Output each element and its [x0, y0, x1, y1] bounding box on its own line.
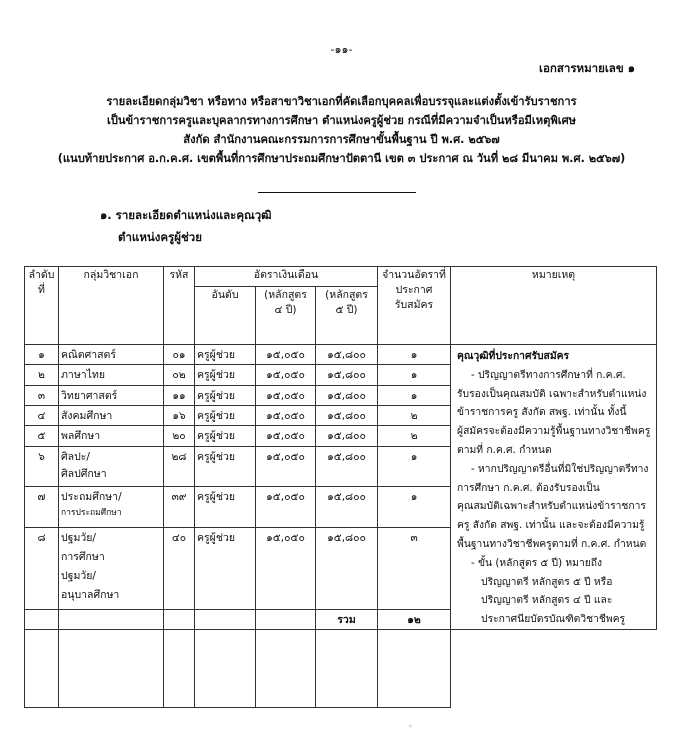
row-rank: ครูผู้ช่วย — [195, 446, 256, 487]
row-salary-5: ๑๕,๘๐๐ — [316, 426, 378, 446]
heading-line-3: สังกัด สำนักงานคณะกรรมการการศึกษาขั้นพื้นฐาน ปี พ.ศ. ๒๕๖๗ — [183, 133, 500, 146]
scan-mark: ◦ — [408, 722, 413, 731]
row-rank: ครูผู้ช่วย — [195, 528, 256, 609]
row-salary-4: ๑๕,๐๕๐ — [256, 487, 316, 528]
page-number: -๑๑- — [330, 43, 353, 56]
row-salary-5: ๑๕,๘๐๐ — [316, 365, 378, 385]
remark-line: คุณสมบัติเฉพาะสำหรับตำแหน่งข้าราชการ — [457, 500, 646, 513]
header-rank: อันดับ — [195, 287, 256, 345]
row-no: ๖ — [25, 446, 59, 487]
remark-line: - ปริญญาตรีทางการศึกษาที่ ก.ค.ศ. — [471, 368, 626, 381]
row-code: ๓๙ — [164, 487, 195, 528]
row-count: ๒ — [378, 406, 451, 426]
header-count: จำนวนอัตราที่ ประกาศ รับสมัคร — [378, 267, 451, 345]
row-rank: ครูผู้ช่วย — [195, 487, 256, 528]
row-code: ๐๒ — [164, 365, 195, 385]
row-group: คณิตศาสตร์ — [59, 345, 164, 365]
table-row-empty — [25, 629, 657, 707]
row-code: ๒๐ — [164, 426, 195, 446]
remark-line: พื้นฐานทางวิชาชีพครูตามที่ ก.ค.ศ. กำหนด — [457, 537, 647, 550]
row-salary-4: ๑๕,๐๕๐ — [256, 406, 316, 426]
header-group: กลุ่มวิชาเอก — [59, 267, 164, 345]
remark-line: ผู้สมัครจะต้องมีความรู้พื้นฐานทางวิชาชีพครู — [457, 425, 651, 438]
row-group: วิทยาศาสตร์ — [59, 385, 164, 405]
row-group: ภาษาไทย — [59, 365, 164, 385]
row-no: ๑ — [25, 345, 59, 365]
header-course-4: (หลักสูตร ๔ ปี) — [256, 287, 316, 345]
row-no: ๔ — [25, 406, 59, 426]
row-rank: ครูผู้ช่วย — [195, 406, 256, 426]
remark-line: - ขั้น (หลักสูตร ๕ ปี) หมายถึง — [471, 556, 603, 569]
row-group: ประถมศึกษา/ การประถมศึกษา — [59, 487, 164, 528]
row-count: ๑ — [378, 345, 451, 365]
remark-line: ครู สังกัด สพฐ. เท่านั้น และจะต้องมีความรู้ — [457, 519, 645, 532]
remark-line: ตามที่ ก.ค.ศ. กำหนด — [457, 443, 552, 456]
row-no: ๓ — [25, 385, 59, 405]
header-no: ลำดับ ที่ — [25, 267, 59, 345]
position-table — [24, 266, 657, 708]
row-salary-5: ๑๕,๘๐๐ — [316, 345, 378, 365]
row-code: ๑๖ — [164, 406, 195, 426]
heading-divider — [258, 192, 416, 193]
row-salary-5: ๑๕,๘๐๐ — [316, 528, 378, 609]
header-salary: อัตราเงินเดือน — [195, 267, 378, 287]
total-value: ๑๒ — [378, 609, 451, 629]
row-rank: ครูผู้ช่วย — [195, 426, 256, 446]
row-no: ๒ — [25, 365, 59, 385]
row-salary-4: ๑๕,๐๕๐ — [256, 365, 316, 385]
row-salary-4: ๑๕,๐๕๐ — [256, 446, 316, 487]
row-rank: ครูผู้ช่วย — [195, 345, 256, 365]
row-code: ๒๘ — [164, 446, 195, 487]
row-code: ๑๑ — [164, 385, 195, 405]
row-no: ๘ — [25, 528, 59, 609]
row-salary-4: ๑๕,๐๕๐ — [256, 385, 316, 405]
row-count: ๑ — [378, 446, 451, 487]
heading-line-1: รายละเอียดกลุ่มวิชา หรือทาง หรือสาขาวิชาเอกที่คัดเลือกบุคคลเพื่อบรรจุและแต่งตั้งเข้ารับราชการ — [106, 95, 577, 108]
row-group: พลศึกษา — [59, 426, 164, 446]
row-rank: ครูผู้ช่วย — [195, 385, 256, 405]
remark-line: การศึกษา ก.ค.ศ. ต้องรับรองเป็น — [457, 481, 600, 494]
row-salary-5: ๑๕,๘๐๐ — [316, 446, 378, 487]
row-code: ๔๐ — [164, 528, 195, 609]
row-group: ปฐมวัย/ การศึกษา ปฐมวัย/ อนุบาลศึกษา — [59, 528, 164, 609]
row-salary-5: ๑๕,๘๐๐ — [316, 487, 378, 528]
remark-line: ประกาศนียบัตรบัณฑิตวิชาชีพครู — [481, 613, 626, 626]
row-rank: ครูผู้ช่วย — [195, 365, 256, 385]
header-code: รหัส — [164, 267, 195, 345]
section-title: ๑. รายละเอียดตำแหน่งและคุณวุฒิ — [100, 208, 272, 222]
row-count: ๑ — [378, 487, 451, 528]
document-heading — [20, 92, 663, 168]
row-group: สังคมศึกษา — [59, 406, 164, 426]
remark-line: ปริญญาตรี หลักสูตร ๕ ปี หรือ — [481, 575, 613, 588]
table-row — [25, 345, 657, 365]
row-count: ๑ — [378, 385, 451, 405]
row-code: ๐๑ — [164, 345, 195, 365]
position-title: ตำแหน่งครูผู้ช่วย — [118, 230, 203, 244]
row-count: ๑ — [378, 365, 451, 385]
heading-line-4: (แนบท้ายประกาศ อ.ก.ค.ศ. เขตพื้นที่การศึกษาประถมศึกษาปัตตานี เขต ๓ ประกาศ ณ วันที่ ๒๘ มีนาคม พ.ศ. ๒๕๖๗) — [57, 152, 626, 165]
total-label: รวม — [316, 609, 378, 629]
heading-line-2: เป็นข้าราชการครูและบุคลากรทางการศึกษา ตำแหน่งครูผู้ช่วย กรณีที่มีความจำเป็นหรือมีเหตุพิเศษ — [106, 114, 577, 127]
row-salary-4: ๑๕,๐๕๐ — [256, 528, 316, 609]
remarks-title: คุณวุฒิที่ประกาศรับสมัคร — [457, 350, 570, 362]
document-number: เอกสารหมายเลข ๑ — [539, 61, 635, 75]
row-group: ศิลปะ/ ศิลปศึกษา — [59, 446, 164, 487]
remark-line: - หากปริญญาตรีอื่นที่มิใช่ปริญญาตรีทาง — [471, 462, 649, 475]
remark-line: ปริญญาตรี หลักสูตร ๔ ปี และ — [481, 594, 613, 607]
row-count: ๓ — [378, 528, 451, 609]
header-course-5: (หลักสูตร ๕ ปี) — [316, 287, 378, 345]
header-remark: หมายเหตุ — [451, 267, 657, 345]
remark-line: รับรองเป็นคุณสมบัติ เฉพาะสำหรับตำแหน่ง — [457, 387, 647, 400]
remarks-cell — [451, 345, 657, 630]
row-salary-5: ๑๕,๘๐๐ — [316, 406, 378, 426]
row-count: ๒ — [378, 426, 451, 446]
row-salary-5: ๑๕,๘๐๐ — [316, 385, 378, 405]
row-salary-4: ๑๕,๐๕๐ — [256, 426, 316, 446]
row-no: ๕ — [25, 426, 59, 446]
row-no: ๗ — [25, 487, 59, 528]
remark-line: ข้าราชการครู สังกัด สพฐ. เท่านั้น ทั้งนี้ — [457, 406, 627, 419]
row-salary-4: ๑๕,๐๕๐ — [256, 345, 316, 365]
